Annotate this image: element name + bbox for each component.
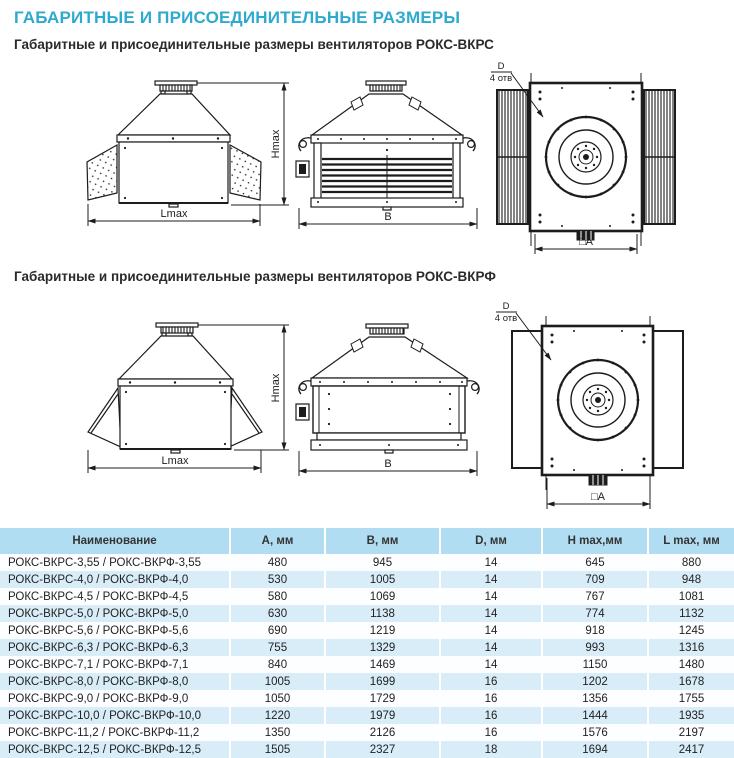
dimension-value-cell: 16 — [440, 673, 542, 690]
table-row — [0, 605, 734, 622]
table-row — [0, 588, 734, 605]
dimension-value-cell: 2126 — [325, 724, 440, 741]
dimension-value-cell: 690 — [230, 622, 325, 639]
dimension-value-cell: 2417 — [648, 741, 734, 758]
dimension-value-cell: 1694 — [542, 741, 648, 758]
dimension-value-cell: 1480 — [648, 656, 734, 673]
dimension-value-cell: 1050 — [230, 690, 325, 707]
vkrf-side-view — [296, 324, 479, 453]
dimension-value-cell: 16 — [440, 690, 542, 707]
vkrf-a-label: □A — [591, 491, 605, 503]
dimension-value-cell: 16 — [440, 724, 542, 741]
table-row — [0, 724, 734, 741]
vkrs-lmax-label: Lmax — [160, 208, 188, 220]
dimension-value-cell: 16 — [440, 707, 542, 724]
dimension-value-cell: 14 — [440, 554, 542, 571]
dimension-value-cell: 14 — [440, 588, 542, 605]
vkrs-side-view — [296, 81, 475, 210]
dimension-value-cell: 1755 — [648, 690, 734, 707]
dimension-value-cell: 709 — [542, 571, 648, 588]
dimension-value-cell: 1979 — [325, 707, 440, 724]
vkrf-drawings — [0, 296, 734, 528]
dimension-value-cell: 1678 — [648, 673, 734, 690]
dimension-value-cell: 14 — [440, 656, 542, 673]
model-name-cell: РОКС-ВКРС-6,3 / РОКС-ВКРФ-6,3 — [0, 639, 230, 656]
table-row — [0, 690, 734, 707]
dimension-value-cell: 840 — [230, 656, 325, 673]
vkrf-d-label: D — [502, 301, 510, 312]
vkrs-b-label: B — [384, 211, 392, 223]
dimensions-table-body — [0, 554, 734, 758]
section-title-vkrs: Габаритные и присоединительные размеры вентиляторов РОКС-ВКРС — [14, 37, 494, 52]
table-row — [0, 571, 734, 588]
dimension-value-cell: 918 — [542, 622, 648, 639]
table-row — [0, 622, 734, 639]
vkrs-hmax-label: Hmax — [270, 129, 282, 159]
table-row — [0, 741, 734, 758]
dimension-value-cell: 1005 — [325, 571, 440, 588]
model-name-cell: РОКС-ВКРС-11,2 / РОКС-ВКРФ-11,2 — [0, 724, 230, 741]
dimension-value-cell: 1729 — [325, 690, 440, 707]
dimension-value-cell: 1505 — [230, 741, 325, 758]
dimension-value-cell: 18 — [440, 741, 542, 758]
dimension-value-cell: 1081 — [648, 588, 734, 605]
dimension-value-cell: 14 — [440, 605, 542, 622]
vkrs-front-view — [87, 81, 261, 207]
dimension-value-cell: 14 — [440, 622, 542, 639]
vkrf-lmax-label: Lmax — [161, 455, 189, 467]
dimension-value-cell: 2197 — [648, 724, 734, 741]
column-header-name: Наименование — [0, 528, 230, 554]
dimension-value-cell: 1219 — [325, 622, 440, 639]
dimension-value-cell: 2327 — [325, 741, 440, 758]
table-row — [0, 656, 734, 673]
model-name-cell: РОКС-ВКРС-5,0 / РОКС-ВКРФ-5,0 — [0, 605, 230, 622]
dimension-value-cell: 645 — [542, 554, 648, 571]
dimension-value-cell: 755 — [230, 639, 325, 656]
dimension-value-cell: 1150 — [542, 656, 648, 673]
dimension-value-cell: 1138 — [325, 605, 440, 622]
dimension-value-cell: 1356 — [542, 690, 648, 707]
model-name-cell: РОКС-ВКРС-4,5 / РОКС-ВКРФ-4,5 — [0, 588, 230, 605]
dimension-value-cell: 1202 — [542, 673, 648, 690]
dimension-value-cell: 14 — [440, 571, 542, 588]
section-title-vkrf: Габаритные и присоединительные размеры вентиляторов РОКС-ВКРФ — [14, 269, 496, 284]
column-header-hmax: Н max,мм — [542, 528, 648, 554]
vkrf-b-label: B — [384, 458, 392, 470]
model-name-cell: РОКС-ВКРС-3,55 / РОКС-ВКРФ-3,55 — [0, 554, 230, 571]
dimension-value-cell: 767 — [542, 588, 648, 605]
column-header-d: D, мм — [440, 528, 542, 554]
table-row — [0, 707, 734, 724]
dimension-value-cell: 580 — [230, 588, 325, 605]
model-name-cell: РОКС-ВКРС-4,0 / РОКС-ВКРФ-4,0 — [0, 571, 230, 588]
vkrs-a-label: □A — [579, 236, 593, 248]
dimension-value-cell: 1699 — [325, 673, 440, 690]
dimension-value-cell: 1005 — [230, 673, 325, 690]
table-row — [0, 639, 734, 656]
model-name-cell: РОКС-ВКРС-10,0 / РОКС-ВКРФ-10,0 — [0, 707, 230, 724]
dimension-value-cell: 774 — [542, 605, 648, 622]
vkrs-drawings — [0, 58, 734, 268]
model-name-cell: РОКС-ВКРС-7,1 / РОКС-ВКРФ-7,1 — [0, 656, 230, 673]
dimension-value-cell: 480 — [230, 554, 325, 571]
table-row — [0, 554, 734, 571]
model-name-cell: РОКС-ВКРС-9,0 / РОКС-ВКРФ-9,0 — [0, 690, 230, 707]
dimension-value-cell: 1469 — [325, 656, 440, 673]
dimension-value-cell: 945 — [325, 554, 440, 571]
vkrf-holes-label: 4 отв — [494, 313, 518, 324]
dimension-value-cell: 14 — [440, 639, 542, 656]
dimensions-table — [0, 528, 734, 758]
vkrf-front-view — [88, 323, 262, 453]
vkrs-d-label: D — [497, 61, 505, 72]
model-name-cell: РОКС-ВКРС-12,5 / РОКС-ВКРФ-12,5 — [0, 741, 230, 758]
dimension-value-cell: 880 — [648, 554, 734, 571]
column-header-a: А, мм — [230, 528, 325, 554]
dimension-value-cell: 993 — [542, 639, 648, 656]
dimension-value-cell: 1444 — [542, 707, 648, 724]
vkrs-top-view — [497, 73, 675, 246]
table-row — [0, 673, 734, 690]
dimension-value-cell: 1316 — [648, 639, 734, 656]
page-title: ГАБАРИТНЫЕ И ПРИСОЕДИНИТЕЛЬНЫЕ РАЗМЕРЫ — [14, 8, 461, 27]
dimension-value-cell: 948 — [648, 571, 734, 588]
dimension-value-cell: 1935 — [648, 707, 734, 724]
dimension-value-cell: 630 — [230, 605, 325, 622]
dimension-value-cell: 1069 — [325, 588, 440, 605]
dimension-value-cell: 1329 — [325, 639, 440, 656]
model-name-cell: РОКС-ВКРС-5,6 / РОКС-ВКРФ-5,6 — [0, 622, 230, 639]
dimension-value-cell: 1132 — [648, 605, 734, 622]
vkrf-hmax-label: Hmax — [270, 373, 282, 403]
vkrs-holes-label: 4 отв — [489, 73, 513, 84]
dimension-value-cell: 1245 — [648, 622, 734, 639]
model-name-cell: РОКС-ВКРС-8,0 / РОКС-ВКРФ-8,0 — [0, 673, 230, 690]
column-header-lmax: L max, мм — [648, 528, 734, 554]
dimension-value-cell: 1220 — [230, 707, 325, 724]
dimension-value-cell: 530 — [230, 571, 325, 588]
column-header-b: В, мм — [325, 528, 440, 554]
table-header-row — [0, 528, 734, 554]
dimension-value-cell: 1350 — [230, 724, 325, 741]
dimension-value-cell: 1576 — [542, 724, 648, 741]
